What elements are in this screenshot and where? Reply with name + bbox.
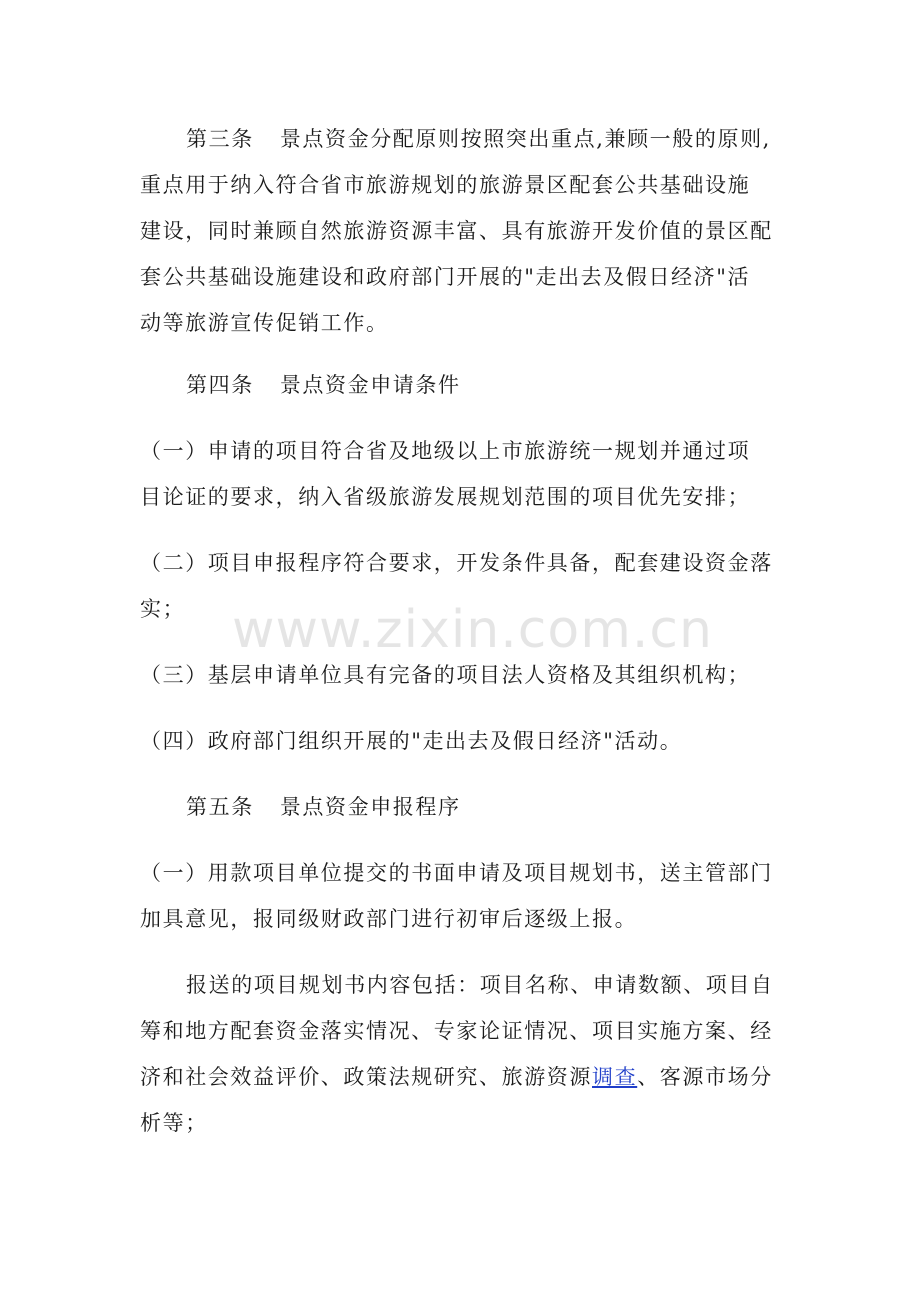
article-3-paragraph xyxy=(140,116,790,346)
article-5-item-1: （一）用款项目单位提交的书面申请及项目规划书，送主管部门 加具意见，报同级财政部门进行初审后逐级上报。 xyxy=(140,861,773,931)
article-3-line-3: 建设，同时兼顾自然旅游资源丰富、具有旅游开发价值的景区配 xyxy=(140,219,773,243)
article-5-title: 景点资金申报程序 xyxy=(279,795,461,819)
article-3-line-2: 重点用于纳入符合省市旅游规划的旅游景区配套公共基础设施 xyxy=(140,173,751,197)
article-4-heading: 第四条 xyxy=(186,373,254,397)
article-3-heading: 第三条 xyxy=(186,127,254,151)
plan-contents-paragraph: 报送的项目规划书内容包括：项目名称、申请数额、项目自 筹和地方配套资金落实情况、专家论证情况、项目实施方案、经 济和社会效益评价、政策法规研究、旅游资源调查、客源市场分 析等； xyxy=(140,973,774,1135)
article-4-item-2: （二）项目申报程序符合要求，开发条件具备，配套建设资金落 实； xyxy=(140,551,773,621)
article-3-line-5: 动等旅游宣传促销工作。 xyxy=(140,311,389,335)
article-5-heading: 第五条 xyxy=(186,795,254,819)
article-3-line-4: 套公共基础设施建设和政府部门开展的"走出去及假日经济"活 xyxy=(140,265,751,289)
article-4-item-1: （一）申请的项目符合省及地级以上市旅游统一规划并通过项 目论证的要求，纳入省级旅游发展规划范围的项目优先安排； xyxy=(140,439,751,509)
article-4-heading-paragraph xyxy=(140,362,790,408)
article-4-item-3: （三）基层申请单位具有完备的项目法人资格及其组织机构； xyxy=(140,663,751,687)
watermark: www.zixin.com.cn xyxy=(232,600,713,660)
article-3-line-1: 第三条 景点资金分配原则按照突出重点,兼顾一般的原则, xyxy=(186,127,771,151)
article-4-item-4: （四）政府部门组织开展的"走出去及假日经济"活动。 xyxy=(140,729,683,753)
article-4-title: 景点资金申请条件 xyxy=(279,373,461,397)
article-5-heading-paragraph xyxy=(140,784,790,830)
survey-link[interactable]: 调查 xyxy=(592,1065,638,1089)
